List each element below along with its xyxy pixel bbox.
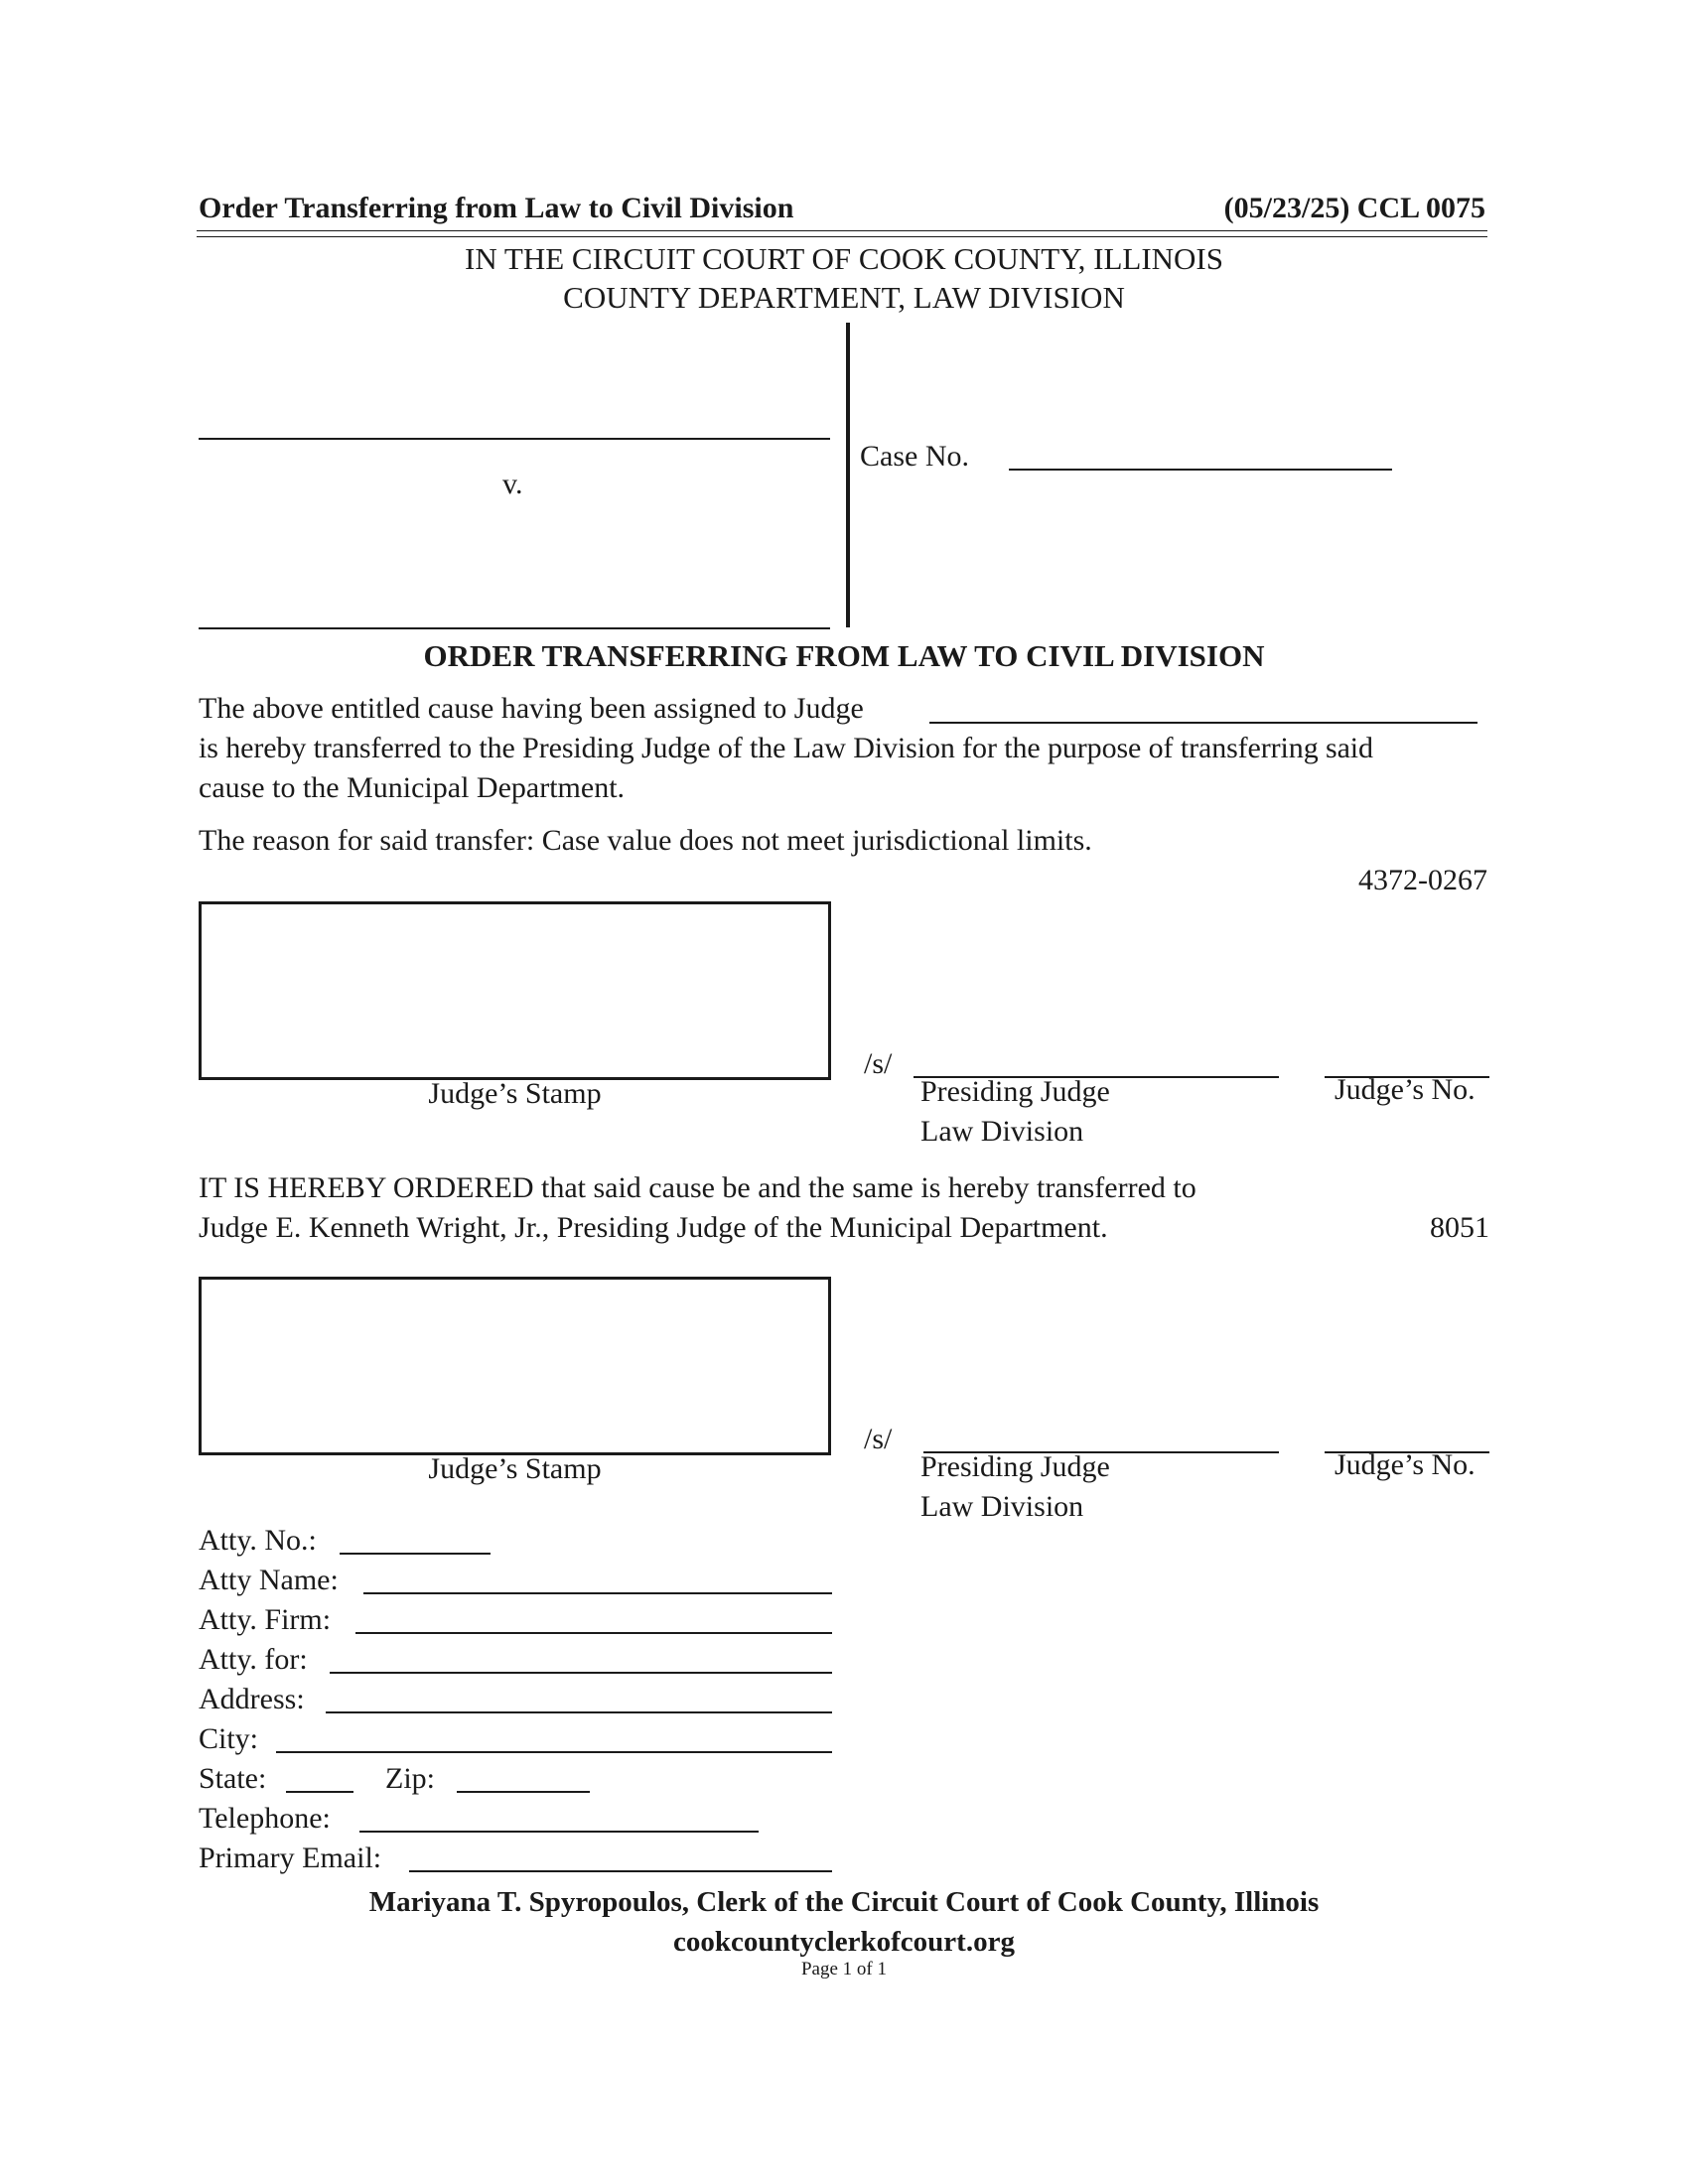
email-field[interactable]	[409, 1870, 832, 1872]
city-label: City:	[199, 1722, 259, 1755]
transfer-reason: The reason for said transfer: Case value does not meet jurisdictional limits.	[199, 824, 1092, 857]
city-field[interactable]	[276, 1751, 832, 1753]
caption-divider	[846, 323, 850, 627]
defendant-line[interactable]	[199, 627, 830, 629]
state-field[interactable]	[286, 1791, 353, 1793]
email-label: Primary Email:	[199, 1842, 382, 1874]
header-rule-bottom	[197, 236, 1487, 237]
form-code: (05/23/25) CCL 0075	[1223, 192, 1485, 224]
form-title: Order Transferring from Law to Civil Division	[199, 192, 794, 224]
code-8051: 8051	[1430, 1211, 1489, 1244]
website-line: cookcountyclerkofcourt.org	[673, 1926, 1015, 1958]
plaintiff-line[interactable]	[199, 438, 830, 440]
atty-for-label: Atty. for:	[199, 1643, 308, 1676]
atty-no-field[interactable]	[340, 1553, 491, 1555]
versus-label: v.	[502, 468, 523, 500]
assign-line-1: The above entitled cause having been assigned to Judge	[199, 692, 864, 725]
judge-stamp-label-1: Judge’s Stamp	[428, 1077, 602, 1110]
law-division-label-1: Law Division	[920, 1115, 1084, 1148]
address-label: Address:	[199, 1683, 305, 1715]
judge-stamp-box-1	[199, 901, 831, 1080]
atty-name-label: Atty Name:	[199, 1564, 339, 1596]
address-field[interactable]	[326, 1711, 832, 1713]
state-label: State:	[199, 1762, 267, 1795]
assign-line-2: is hereby transferred to the Presiding Judge of the Law Division for the purpose of transferring said	[199, 732, 1373, 764]
telephone-field[interactable]	[359, 1831, 759, 1833]
atty-for-field[interactable]	[330, 1672, 832, 1674]
judge-no-label-1: Judge’s No.	[1335, 1073, 1476, 1106]
sig-prefix-2: /s/	[864, 1423, 893, 1455]
atty-name-field[interactable]	[363, 1592, 832, 1594]
sig-prefix-1: /s/	[864, 1047, 893, 1080]
order-title: ORDER TRANSFERRING FROM LAW TO CIVIL DIVISION	[423, 638, 1265, 673]
judge-no-label-2: Judge’s No.	[1335, 1448, 1476, 1481]
ordered-line-1: IT IS HEREBY ORDERED that said cause be and the same is hereby transferred to	[199, 1171, 1196, 1204]
clerk-line: Mariyana T. Spyropoulos, Clerk of the Circuit Court of Cook County, Illinois	[368, 1886, 1320, 1918]
page-number: Page 1 of 1	[800, 1959, 887, 1979]
zip-label: Zip:	[385, 1762, 435, 1795]
assign-line-3: cause to the Municipal Department.	[199, 771, 626, 804]
presiding-judge-title-2: Presiding Judge	[920, 1450, 1110, 1483]
code-4372: 4372-0267	[1358, 864, 1487, 896]
court-line-1: IN THE CIRCUIT COURT OF COOK COUNTY, ILLINOIS	[465, 241, 1223, 276]
law-division-label-2: Law Division	[920, 1490, 1084, 1523]
case-no-label: Case No.	[860, 440, 969, 473]
atty-firm-label: Atty. Firm:	[199, 1603, 332, 1636]
judge-stamp-box-2	[199, 1277, 831, 1455]
atty-firm-field[interactable]	[355, 1632, 832, 1634]
court-line-2: COUNTY DEPARTMENT, LAW DIVISION	[563, 280, 1125, 315]
judge-stamp-label-2: Judge’s Stamp	[428, 1452, 602, 1485]
zip-field[interactable]	[457, 1791, 590, 1793]
assigned-judge-field[interactable]	[929, 722, 1477, 724]
header-rule-top	[197, 230, 1487, 231]
ordered-line-2: Judge E. Kenneth Wright, Jr., Presiding Judge of the Municipal Department.	[199, 1211, 1108, 1244]
case-no-field[interactable]	[1009, 469, 1392, 471]
telephone-label: Telephone:	[199, 1802, 331, 1835]
presiding-judge-title-1: Presiding Judge	[920, 1075, 1110, 1108]
atty-no-label: Atty. No.:	[199, 1524, 317, 1557]
